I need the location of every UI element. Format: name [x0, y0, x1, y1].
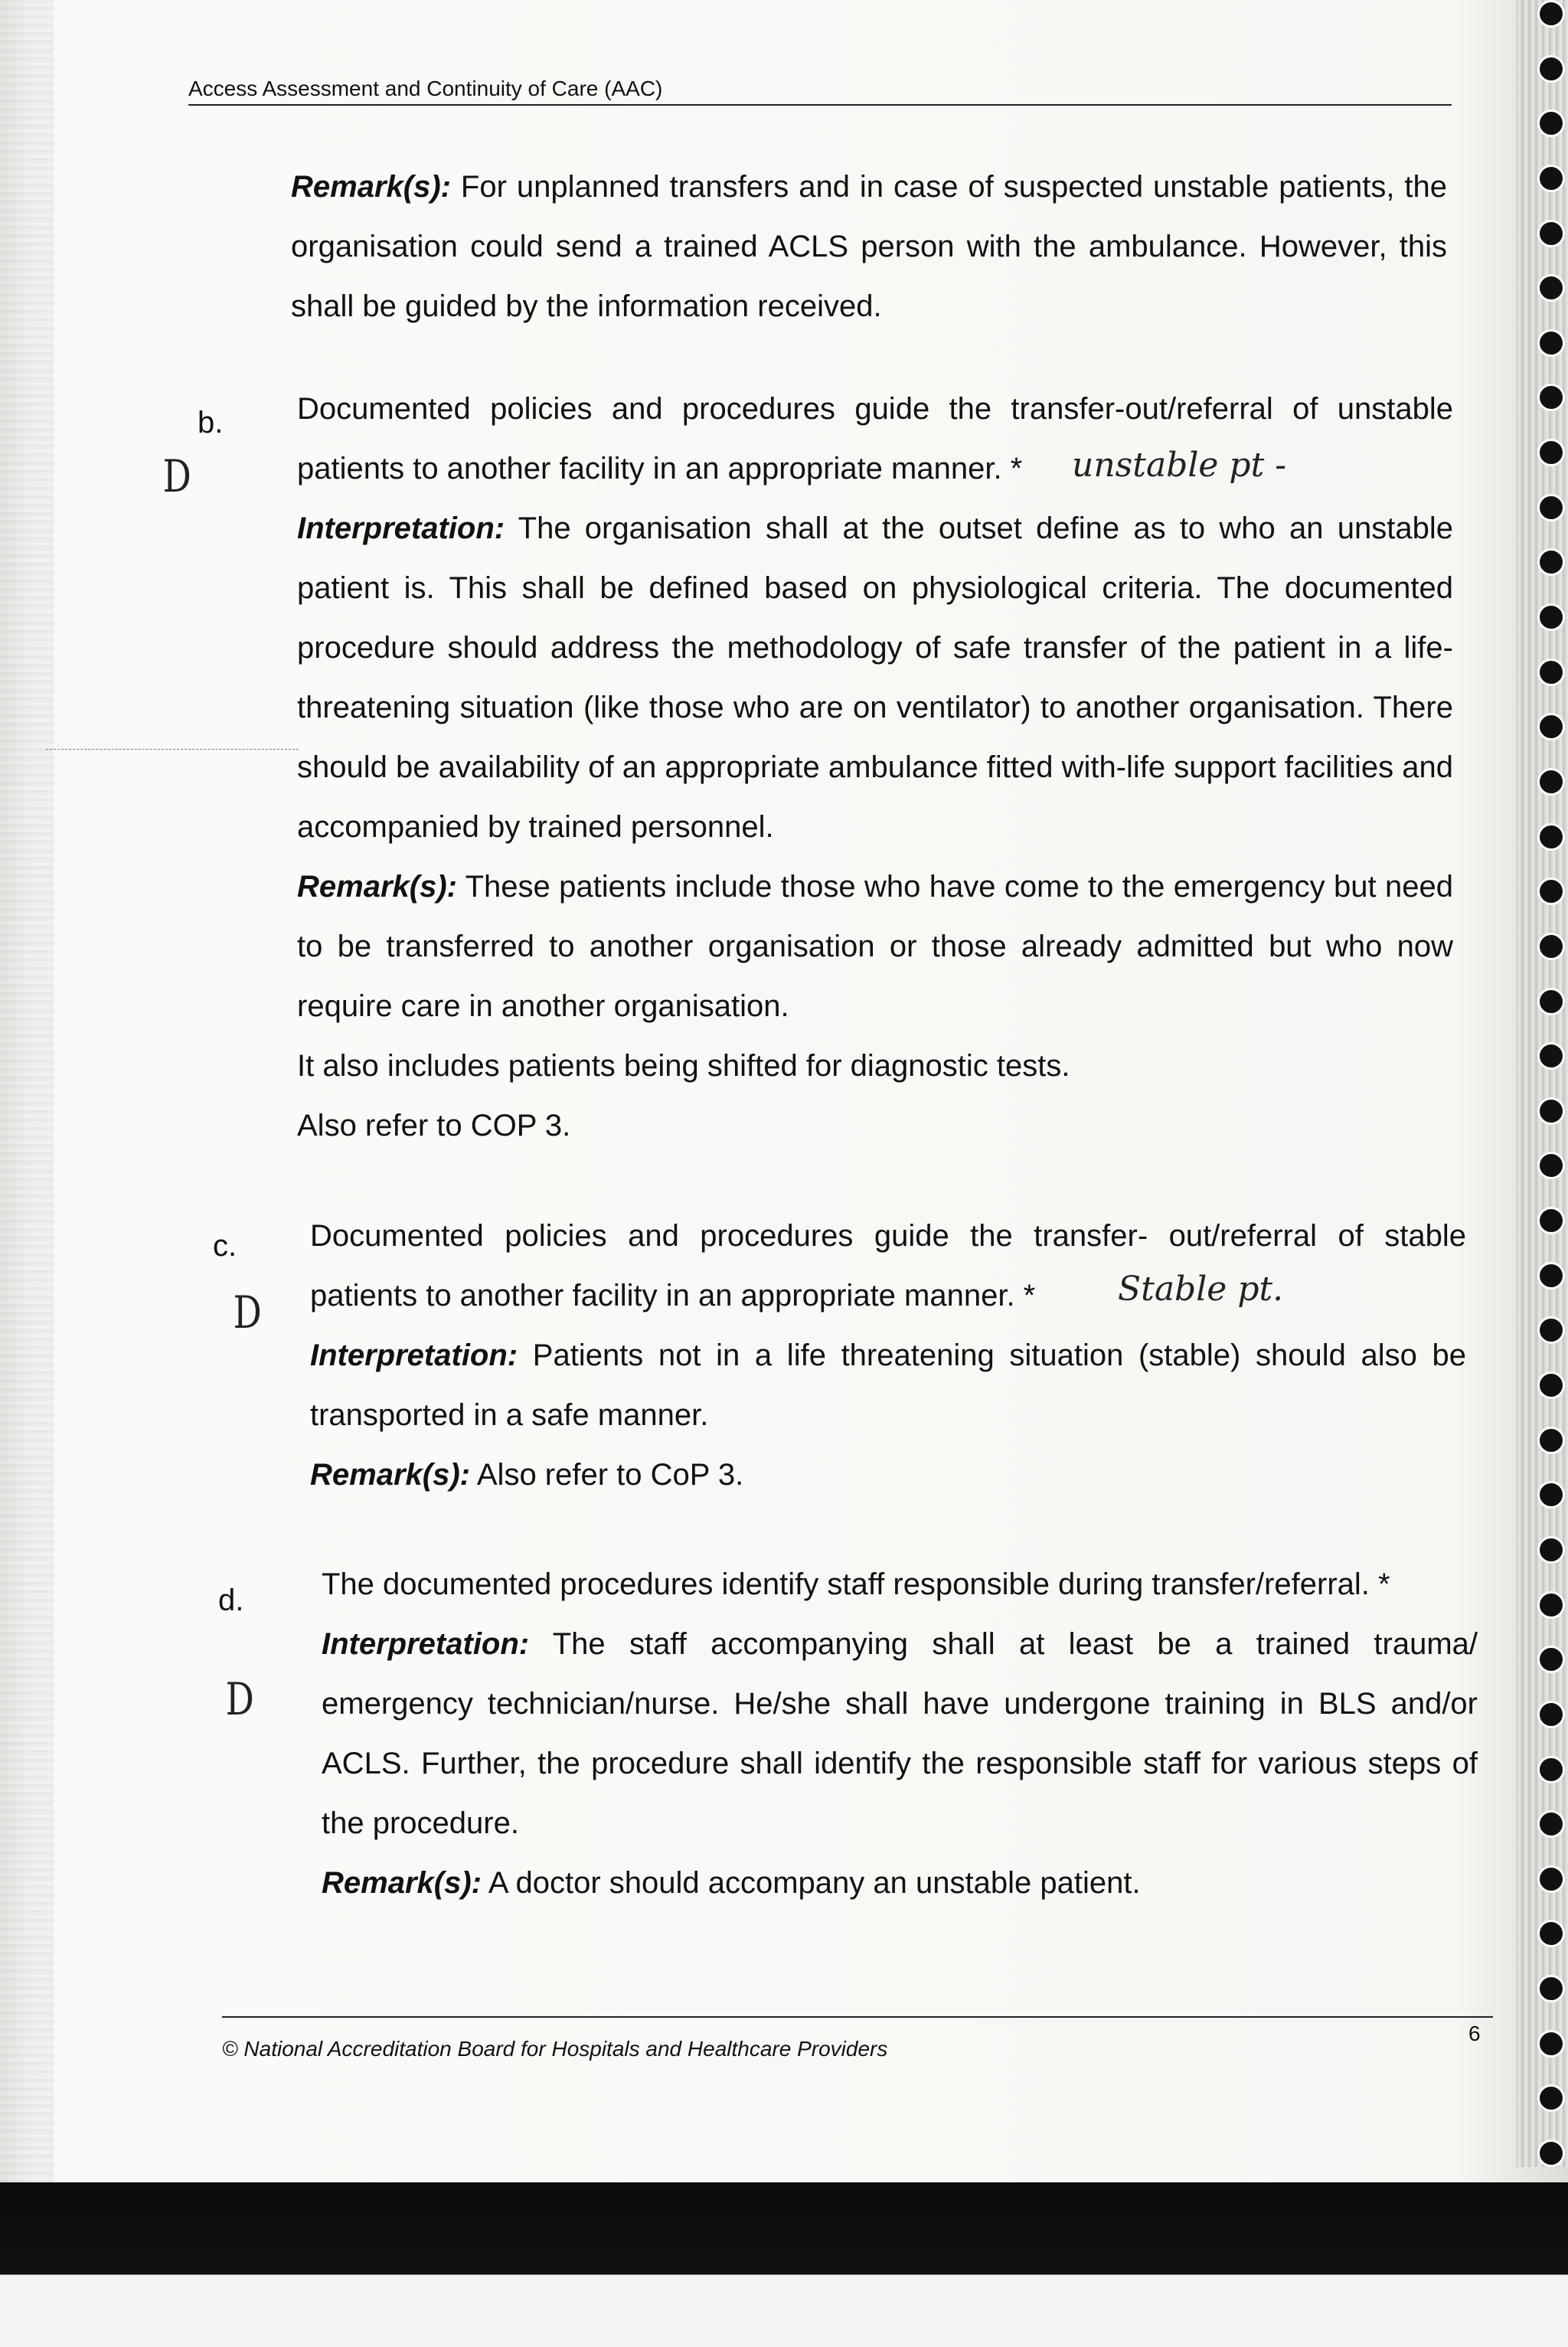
binding-hole: [1537, 165, 1565, 192]
binding-hole: [1537, 2030, 1565, 2058]
scan-shadow-band: [0, 2182, 1568, 2347]
binding-edge: [0, 0, 54, 2347]
binding-hole: [1537, 1536, 1565, 1564]
page-number: 6: [1468, 2022, 1481, 2045]
binding-hole: [1537, 1427, 1565, 1454]
binding-hole: [1537, 1591, 1565, 1619]
binding-hole: [1537, 933, 1565, 960]
interpretation-text: The staff accompanying shall at least be a trained trauma/ emergency technician/nurse. He/she shall have undergone training in BLS and/or ACLS. Further, the procedure shall identify the responsible staff for various steps of the procedure.: [322, 1627, 1478, 1840]
handwritten-note-stable: Stable pt.: [1118, 1270, 1284, 1309]
binding-hole: [1537, 1810, 1565, 1838]
item-b-extra-2: Also refer to COP 3.: [297, 1109, 571, 1142]
item-b-interpretation: [297, 498, 1453, 857]
pencil-line: [46, 749, 299, 750]
item-d-remark: [322, 1853, 1478, 1913]
item-c-remark: [310, 1445, 1466, 1505]
binding-hole: [1537, 274, 1565, 302]
binding-hole: [1537, 1481, 1565, 1509]
margin-check-mark: D: [162, 450, 191, 502]
binding-hole: [1537, 1975, 1565, 2002]
binding-hole: [1537, 439, 1565, 466]
item-d-interpretation: [322, 1614, 1478, 1853]
binding-hole: [1537, 1701, 1565, 1728]
binding-hole: [1537, 713, 1565, 740]
page-header: Access Assessment and Continuity of Care (AAC): [188, 77, 1452, 106]
binding-hole: [1537, 1756, 1565, 1783]
binding-hole: [1537, 548, 1565, 576]
remark-label: Remark(s):: [297, 870, 457, 904]
remark-label: Remark(s):: [322, 1866, 482, 1900]
binding-hole: [1537, 878, 1565, 905]
item-b-remark: [297, 857, 1453, 1036]
binding-hole: [1537, 1097, 1565, 1125]
remark-label: Remark(s):: [291, 170, 451, 204]
footer-copyright: © National Accreditation Board for Hospitals and Healthcare Providers: [222, 2037, 888, 2061]
binding-hole: [1537, 329, 1565, 357]
remark-label: Remark(s):: [310, 1458, 470, 1492]
binding-hole: [1537, 1865, 1565, 1893]
interpretation-label: Interpretation:: [322, 1627, 530, 1661]
binding-hole: [1537, 1152, 1565, 1179]
binding-hole: [1537, 494, 1565, 521]
remark-text: For unplanned transfers and in case of suspected unstable patients, the organisation could send a trained ACLS person with the ambulance. However, this shall be guided by the information received.: [291, 170, 1447, 323]
binding-hole: [1537, 659, 1565, 686]
item-letter-c: c.: [213, 1229, 237, 1263]
item-d: [322, 1554, 1478, 1913]
item-b-extra-1: It also includes patients being shifted for diagnostic tests.: [297, 1049, 1070, 1083]
interpretation-text: The organisation shall at the outset define as to who an unstable patient is. This shall be defined based on physiological criteria. The documented procedure should address the methodology of safe transfer of the patient in a life-threatening situation (like those who are on ventilator) to another organisation. There should be availability of an appropriate ambulance fitted with-life support facilities and accompanied by trained personnel.: [297, 512, 1453, 844]
item-letter-d: d.: [218, 1584, 244, 1617]
binding-hole: [1537, 823, 1565, 851]
binding-hole: [1537, 1207, 1565, 1234]
item-c-text: Documented policies and procedures guide the transfer- out/referral of stable patients to another facility in an appropriate manner. *: [310, 1219, 1466, 1312]
binding-hole: [1537, 1262, 1565, 1290]
handwritten-note-unstable: unstable pt -: [1072, 446, 1287, 485]
interpretation-label: Interpretation:: [310, 1339, 518, 1372]
binding-hole: [1537, 2139, 1565, 2167]
binding-hole: [1537, 0, 1565, 28]
binding-hole: [1537, 1316, 1565, 1344]
margin-check-mark: D: [233, 1286, 262, 1339]
top-remark: [291, 157, 1447, 336]
remark-text: These patients include those who have come to the emergency but need to be transferred to another organisation or those already admitted but who now require care in another organisation.: [297, 870, 1453, 1023]
binding-hole: [1537, 1920, 1565, 1947]
item-b: [297, 379, 1453, 1156]
footer-rule: [222, 2016, 1493, 2018]
interpretation-label: Interpretation:: [297, 512, 505, 545]
binding-hole: [1537, 384, 1565, 411]
binding-hole: [1537, 603, 1565, 631]
item-c: [310, 1206, 1466, 1505]
margin-check-mark: D: [225, 1673, 254, 1725]
item-c-interpretation: [310, 1325, 1466, 1445]
item-b-text: Documented policies and procedures guide the transfer-out/referral of unstable patients to another facility in an appropriate manner. *: [297, 392, 1453, 485]
item-letter-b: b.: [198, 406, 224, 440]
binding-hole: [1537, 1042, 1565, 1070]
binding-hole: [1537, 768, 1565, 796]
interpretation-text: Patients not in a life threatening situation (stable) should also be transported in a safe manner.: [310, 1339, 1466, 1432]
binding-hole: [1537, 988, 1565, 1015]
binding-hole: [1537, 55, 1565, 83]
item-d-text: The documented procedures identify staff responsible during transfer/referral. *: [322, 1567, 1390, 1601]
remark-text: A doctor should accompany an unstable patient.: [488, 1866, 1141, 1900]
remark-text: Also refer to CoP 3.: [476, 1458, 744, 1492]
binding-hole: [1537, 220, 1565, 247]
binding-hole: [1537, 110, 1565, 137]
binding-hole: [1537, 2084, 1565, 2112]
binding-hole: [1537, 1371, 1565, 1399]
spiral-binding: [1516, 0, 1568, 2167]
binding-hole: [1537, 1646, 1565, 1673]
